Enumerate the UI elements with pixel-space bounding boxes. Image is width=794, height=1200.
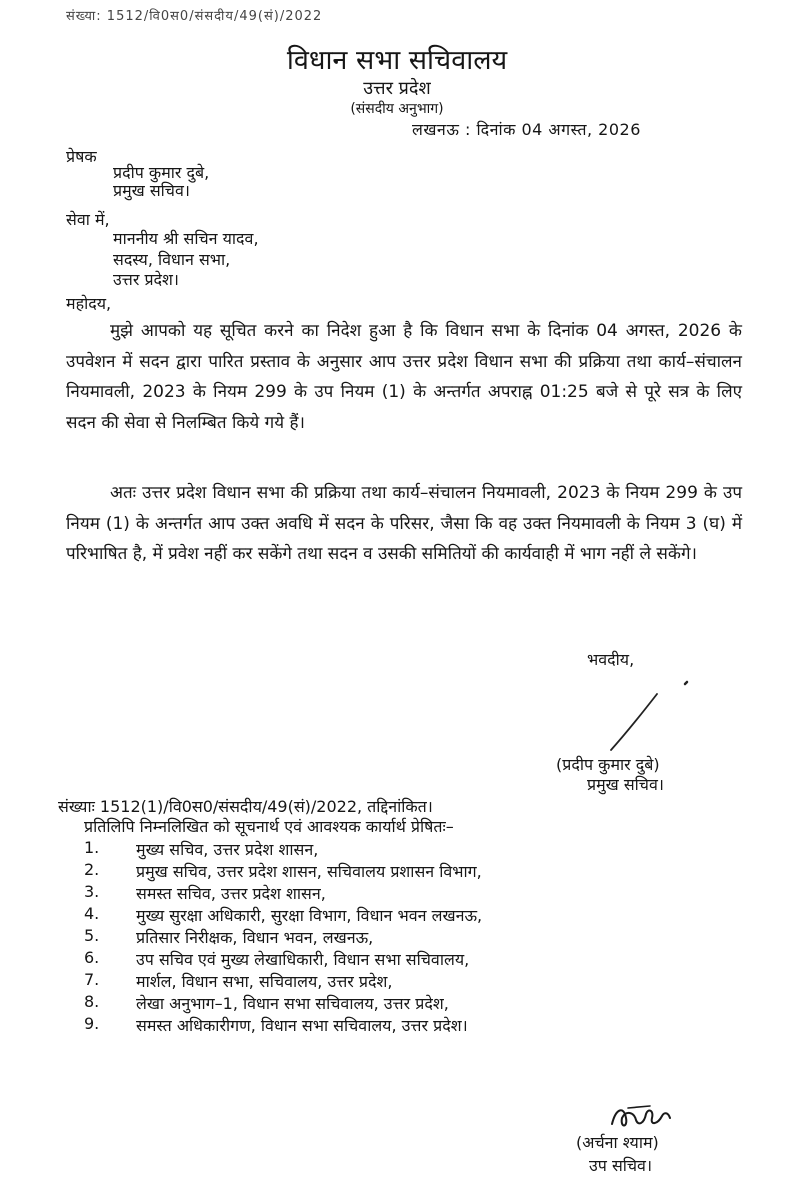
list-item-text: मार्शल, विधान सभा, सचिवालय, उत्तर प्रदेश, — [136, 972, 393, 991]
final-signatory-designation: उप सचिव। — [589, 1156, 653, 1175]
section-name: (संसदीय अनुभाग) — [350, 101, 444, 117]
reference-number-top: संख्या: 1512/वि0स0/संसदीय/49(सं)/2022 — [66, 9, 323, 24]
list-item-number: 8. — [84, 992, 100, 1011]
list-item-number: 4. — [84, 904, 100, 923]
list-item-number: 7. — [84, 970, 100, 989]
list-item-text: समस्त सचिव, उत्तर प्रदेश शासन, — [136, 884, 326, 903]
list-item-number: 6. — [84, 948, 100, 967]
handwritten-initials-icon — [606, 1100, 686, 1134]
recipient-label: सेवा में, — [66, 210, 110, 229]
final-signatory-name: (अर्चना श्याम) — [576, 1133, 659, 1152]
state-name: उत्तर प्रदेश — [363, 78, 431, 99]
signatory-designation: प्रमुख सचिव। — [587, 775, 664, 794]
body-paragraph-2: अतः उत्तर प्रदेश विधान सभा की प्रक्रिया तथा कार्य–संचालन नियमावली, 2023 के नियम 299 के उप नियम (1) के अन्तर्गत आप उक्त अवधि में सदन के परिसर, जैसा कि वह उक्त नियमावली के नियम 3 (घ) में परिभाषित है, में प्रवेश नहीं कर सकेंगे तथा सदन व उसकी समितियों की कार्यवाही में भाग नहीं ले सकेंगे। — [66, 483, 742, 564]
list-item-text: मुख्य सुरक्षा अधिकारी, सुरक्षा विभाग, विधान भवन लखनऊ, — [136, 906, 483, 925]
salutation: महोदय, — [66, 294, 112, 313]
list-item-number: 2. — [84, 860, 100, 879]
signatory-name: (प्रदीप कुमार दुबे) — [556, 755, 660, 774]
date-line: लखनऊ : दिनांक 04 अगस्त, 2026 — [412, 120, 641, 139]
copy-intro: प्रतिलिपि निम्नलिखित को सूचनार्थ एवं आवश्यक कार्यार्थ प्रेषितः– — [84, 817, 454, 836]
list-item-text: प्रतिसार निरीक्षक, विधान भवन, लखनऊ, — [136, 928, 374, 947]
list-item-number: 9. — [84, 1014, 100, 1033]
sender-designation: प्रमुख सचिव। — [113, 181, 190, 200]
list-item-number: 3. — [84, 882, 100, 901]
copy-reference-number: संख्याः 1512(1)/वि0स0/संसदीय/49(सं)/2022, तद्दिनांकित। — [58, 797, 433, 816]
list-item-number: 5. — [84, 926, 100, 945]
recipient-line-1: माननीय श्री सचिन यादव, — [113, 229, 259, 248]
recipient-line-3: उत्तर प्रदेश। — [113, 270, 179, 289]
list-item-text: लेखा अनुभाग–1, विधान सभा सचिवालय, उत्तर प्रदेश, — [136, 994, 449, 1013]
sender-name: प्रदीप कुमार दुबे, — [113, 163, 210, 182]
signature-stroke-icon — [585, 680, 695, 760]
recipient-line-2: सदस्य, विधान सभा, — [113, 250, 231, 269]
closing-yours: भवदीय, — [587, 650, 635, 669]
list-item-text: मुख्य सचिव, उत्तर प्रदेश शासन, — [136, 840, 319, 859]
list-item-text: उप सचिव एवं मुख्य लेखाधिकारी, विधान सभा सचिवालय, — [136, 950, 470, 969]
list-item-text: प्रमुख सचिव, उत्तर प्रदेश शासन, सचिवालय प्रशासन विभाग, — [136, 862, 482, 881]
list-item-text: समस्त अधिकारीगण, विधान सभा सचिवालय, उत्तर प्रदेश। — [136, 1016, 468, 1035]
sender-label: प्रेषक — [66, 147, 97, 166]
body-paragraph-1: मुझे आपको यह सूचित करने का निदेश हुआ है कि विधान सभा के दिनांक 04 अगस्त, 2026 के उपवेशन में सदन द्वारा पारित प्रस्ताव के अनुसार आप उत्तर प्रदेश विधान सभा की प्रक्रिया तथा कार्य–संचालन नियमावली, 2023 के नियम 299 के उप नियम (1) के अन्तर्गत अपराह्न 01:25 बजे से पूरे सत्र के लिए सदन की सेवा से निलम्बित किये गये हैं। — [66, 321, 742, 433]
office-title: विधान सभा सचिवालय — [286, 45, 508, 76]
list-item-number: 1. — [84, 838, 100, 857]
